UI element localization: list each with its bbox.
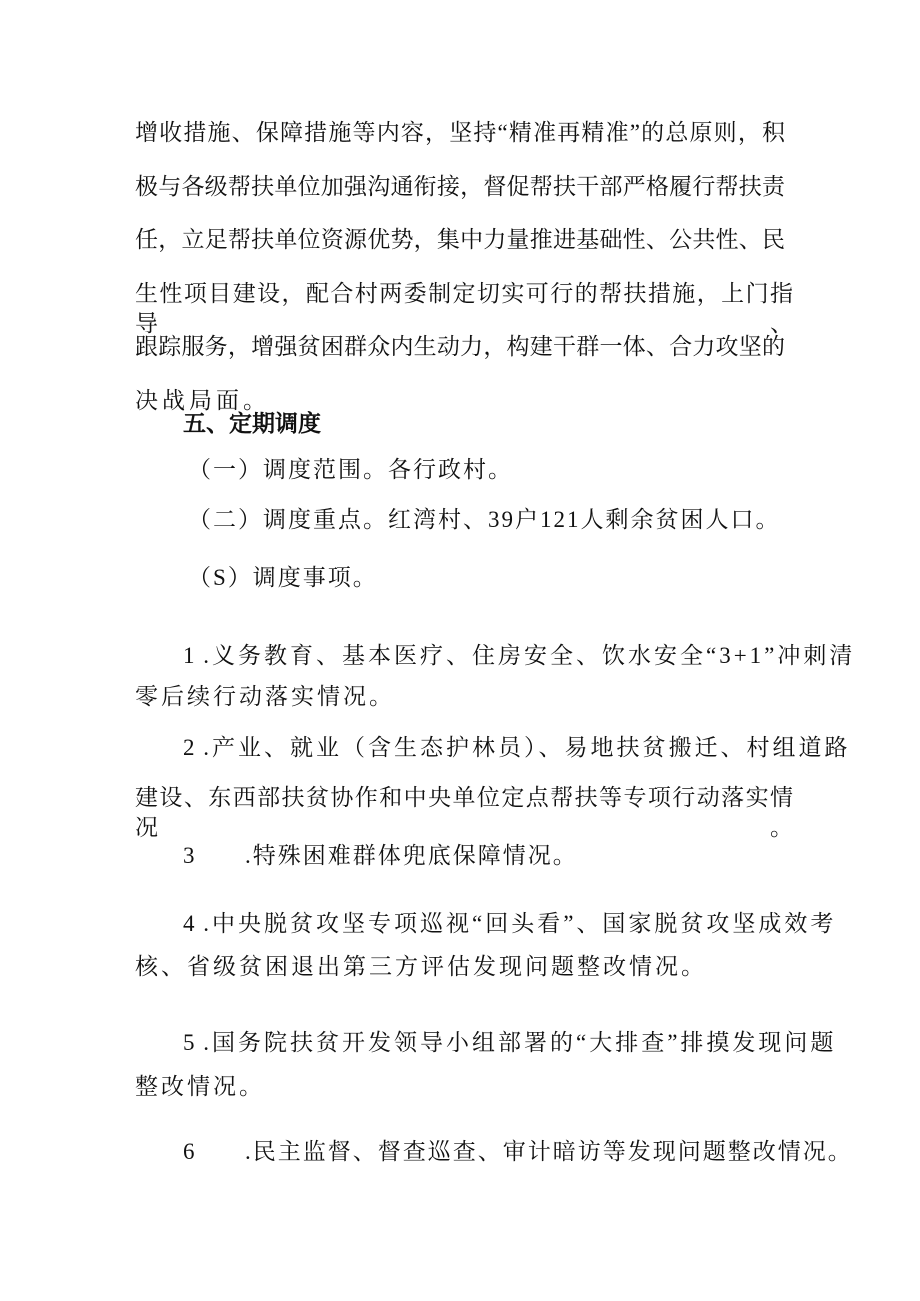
- item-text: .民主监督、督查巡查、审计暗访等发现问题整改情况。: [245, 1139, 853, 1164]
- item-number: 2: [183, 735, 195, 760]
- item-text: .中央脱贫攻坚专项巡视“回头看”、国家脱贫攻坚成效考: [194, 911, 837, 936]
- paragraph-line: 极与各级帮扶单位加强沟通衔接，督促帮扶干部严格履行帮扶责: [135, 174, 785, 199]
- item-number: 4: [183, 911, 195, 936]
- item-text: .义务教育、基本医疗、住房安全、饮水安全“3+1”冲刺清: [194, 643, 856, 668]
- section-heading: 五、定期调度: [183, 410, 321, 436]
- paragraph-line: 任，立足帮扶单位资源优势，集中力量推进基础性、公共性、民: [135, 227, 785, 252]
- item-5: [183, 1028, 836, 1058]
- item-5-cont: 整改情况。: [135, 1074, 265, 1099]
- paragraph-line: 生性项目建设，配合村两委制定切实可行的帮扶措施，上门指导、: [135, 281, 793, 336]
- paragraph-line: 决战局面。: [135, 388, 270, 413]
- item-number: 5: [183, 1030, 195, 1055]
- item-number: 1: [183, 643, 195, 668]
- subsection-3: （S）调度事项。: [188, 565, 378, 590]
- item-1-cont: 零后续行动落实情况。: [135, 684, 395, 709]
- paragraph-line: 增收措施、保障措施等内容，坚持“精准再精准”的总原则，积: [135, 120, 785, 145]
- item-text: .国务院扶贫开发领导小组部署的“大排查”排摸发现问题: [194, 1030, 837, 1055]
- item-6: [183, 1137, 853, 1167]
- item-2-cont: 建设、东西部扶贫协作和中央单位定点帮扶等专项行动落实情况。: [135, 785, 793, 840]
- item-4: [183, 909, 836, 939]
- item-1: [183, 641, 856, 671]
- subsection-1: （一）调度范围。各行政村。: [188, 457, 513, 482]
- paragraph-line: 跟踪服务，增强贫困群众内生动力，构建干群一体、合力攻坚的: [135, 334, 785, 359]
- item-text: .产业、就业（含生态护林员）、易地扶贫搬迁、村组道路: [194, 735, 851, 760]
- subsection-2: （二）调度重点。红湾村、39户121人剩余贫困人口。: [188, 507, 781, 532]
- item-number: 3: [183, 843, 195, 868]
- item-2: [183, 733, 851, 763]
- item-number: 6: [183, 1139, 195, 1164]
- item-4-cont: 核、省级贫困退出第三方评估发现问题整改情况。: [135, 954, 707, 979]
- item-3: [183, 841, 578, 871]
- item-text: .特殊困难群体兜底保障情况。: [245, 843, 578, 868]
